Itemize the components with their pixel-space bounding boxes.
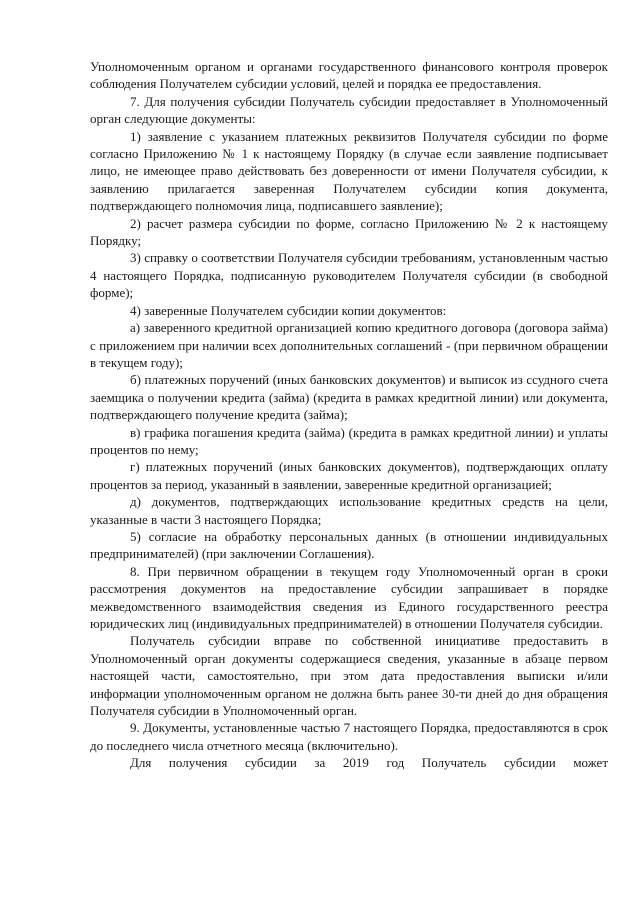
paragraph-item-7-4-v: в) графика погашения кредита (займа) (кредита в рамках кредитной линии) и уплаты процентов по нему;: [90, 424, 608, 457]
paragraph-item-7-3: 3) справку о соответствии Получателя субсидии требованиям, установленным частью 4 настоящего Порядка, подписанную руководителем Получателя субсидии (в свободной форме);: [90, 250, 608, 301]
paragraph-item-7: 7. Для получения субсидии Получатель субсидии предоставляет в Уполномоченный орган следующие документы:: [90, 93, 608, 127]
document-page: [90, 58, 608, 772]
paragraph-item-7-2: 2) расчет размера субсидии по форме, согласно Приложению № 2 к настоящему Порядку;: [90, 215, 608, 249]
paragraph-item-9: 9. Документы, установленные частью 7 настоящего Порядка, предоставляются в срок до последнего числа отчетного месяца (включительно).: [90, 720, 608, 753]
paragraph-item-7-4-g: г) платежных поручений (иных банковских документов), подтверждающих оплату процентов за период, указанный в заявлении, заверенные кредитной организацией;: [90, 459, 608, 492]
paragraph-item-7-4-a: а) заверенного кредитной организацией копию кредитного договора (договора займа) с приложением при наличии всех дополнительных соглашений - (при первичном обращении в текущем году);: [90, 320, 608, 370]
paragraph-intro: Уполномоченным органом и органами государственного финансового контроля проверок соблюдения Получателем субсидии условий, целей и порядка ее предоставления.: [90, 59, 608, 92]
paragraph-item-8: 8. При первичном обращении в текущем году Уполномоченный орган в сроки рассмотрения документов на предоставление субсидии запрашивает в порядке межведомственного взаимодействия сведения из Единого государственного реестра юридических лиц (индивидуальных предпринимателей) в отношении Получателя субсидии.: [90, 563, 608, 631]
paragraph-item-8-initiative: Получатель субсидии вправе по собственной инициативе предоставить в Уполномоченный орган документы содержащиеся сведения, указанные в абзаце первом настоящей части, самостоятельно, при этом дата предоставления выписки и/или информации уполномоченным органом не должна быть ранее 30-ти дней до дня обращения Получателя субсидии в Уполномоченный орган.: [90, 633, 608, 719]
paragraph-item-7-4-d: д) документов, подтверждающих использование кредитных средств на цели, указанные в части 3 настоящего Порядка;: [90, 494, 608, 527]
paragraph-item-7-4-b: б) платежных поручений (иных банковских документов) и выписок из ссудного счета заемщика о получении кредита (займа) (кредита в рамках кредитной линии) или документа, подтверждающего получение кредита (займа);: [90, 372, 608, 423]
paragraph-item-7-4: 4) заверенные Получателем субсидии копии документов:: [130, 302, 447, 318]
paragraph-item-7-5: 5) согласие на обработку персональных данных (в отношении индивидуальных предпринимателей) (при заключении Соглашения).: [90, 528, 608, 562]
paragraph-continued: Для получения субсидии за 2019 год Получатель субсидии может: [130, 755, 608, 771]
paragraph-item-7-1: 1) заявление с указанием платежных реквизитов Получателя субсидии по форме согласно Приложению № 1 к настоящему Порядку (в случае если заявление подписывает лицо, не имеющее право действовать без доверенности от имени Получателя субсидии, к заявлению прилагается заверенная Получателем субсидии копия документа, подтверждающего полномочия лица, подписавшего заявление);: [90, 128, 608, 214]
